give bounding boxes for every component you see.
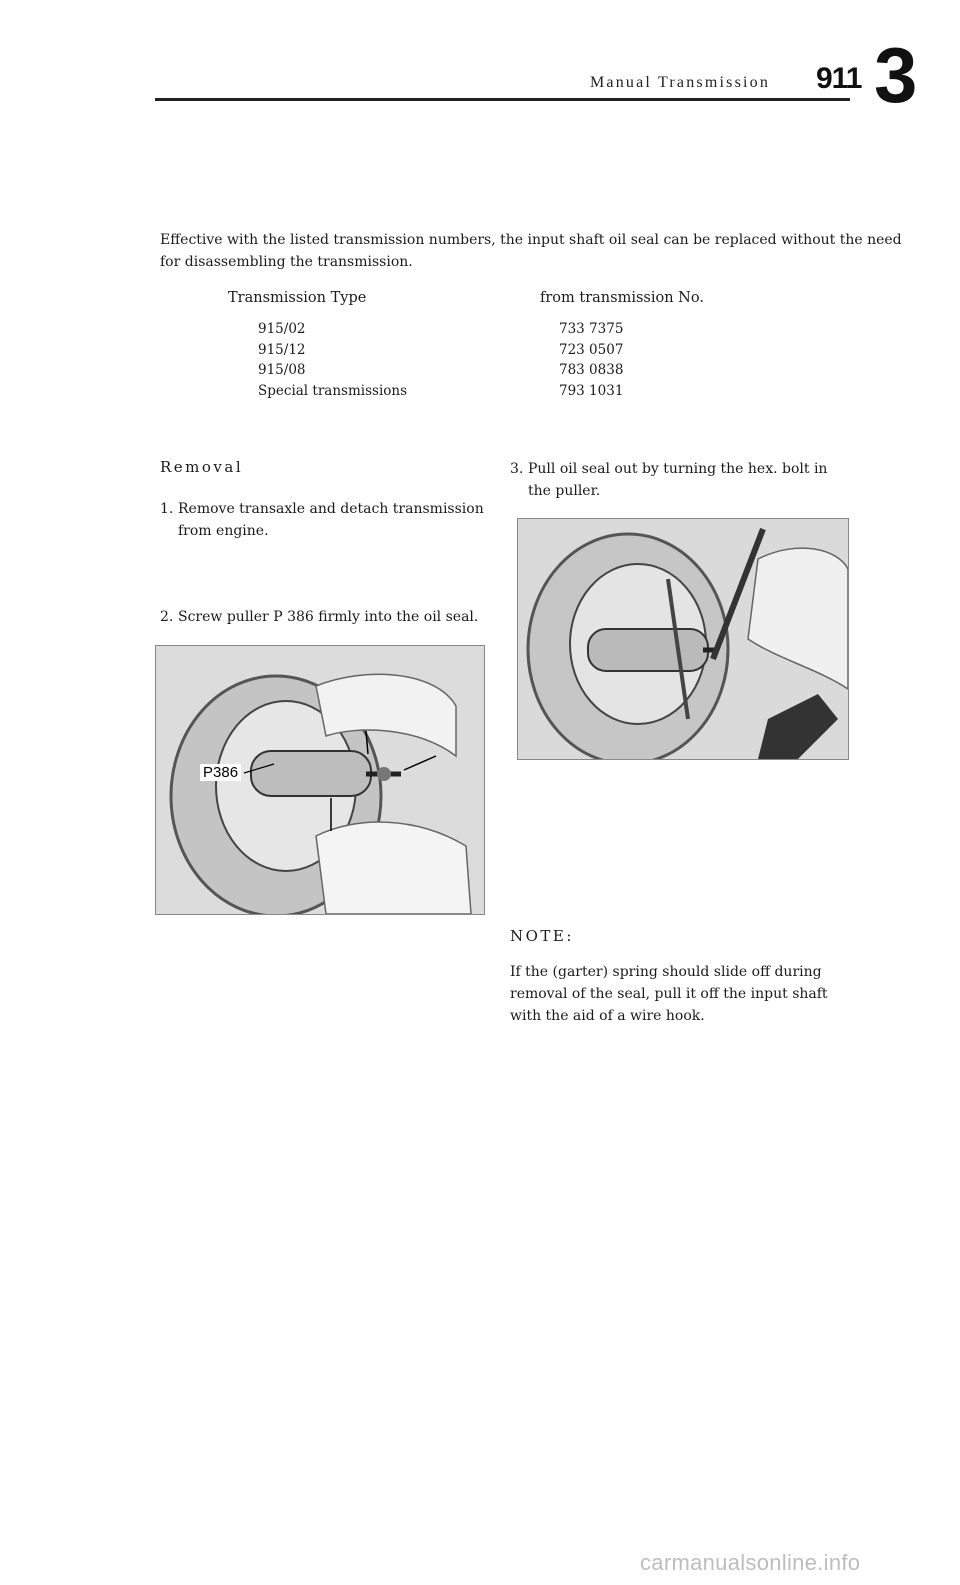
table-cell: 915/02 [258,321,306,337]
table-cell: 733 7375 [559,321,624,337]
header-rule [155,98,850,101]
watermark-text: carmanualsonline.info [640,1550,861,1575]
step-number: 2. [160,609,174,625]
model-number: 911 [816,62,862,95]
intro-paragraph [160,229,902,273]
step-text: Screw puller P 386 firmly into the oil seal. [178,609,479,625]
table-cell: 783 0838 [559,362,624,378]
figure-puller-installed [155,645,485,915]
note-line: removal of the seal, pull it off the input shaft [510,986,828,1002]
table-cell: Special transmissions [258,382,408,399]
figure-illustration [518,519,848,759]
step-number: 3. [510,461,524,477]
chapter-number: 3 [874,31,918,119]
step-text: Pull oil seal out by turning the hex. bolt in [528,461,828,477]
table-cell: 723 0507 [559,341,624,358]
step-text: Remove transaxle and detach transmission [178,501,484,517]
note-heading: NOTE: [510,927,574,945]
note-paragraph [510,961,840,1027]
step-2 [160,606,480,628]
note-line: with the aid of a wire hook. [510,1008,705,1024]
running-header-title: Manual Transmission [590,74,771,91]
step-text: the puller. [528,483,601,499]
note-line: If the (garter) spring should slide off during [510,964,822,980]
table-cell: 915/12 [258,341,306,358]
section-heading-removal: Removal [160,458,244,476]
figure-callout-label: P386 [200,764,241,781]
transmission-number-column [559,319,623,401]
step-text: from engine. [178,523,269,539]
intro-line: Effective with the listed transmission numbers, the input shaft oil seal can be replaced without the need [160,232,902,248]
step-3 [510,458,840,502]
step-number: 1. [160,501,174,517]
table-header-number: from transmission No. [540,290,704,306]
table-header-type: Transmission Type [228,290,367,306]
table-cell: 915/08 [258,362,306,378]
step-1 [160,498,484,542]
intro-line: for disassembling the transmission. [160,254,413,270]
table-cell: 793 1031 [559,382,624,399]
figure-puller-turning [517,518,849,760]
transmission-type-column [258,319,407,401]
